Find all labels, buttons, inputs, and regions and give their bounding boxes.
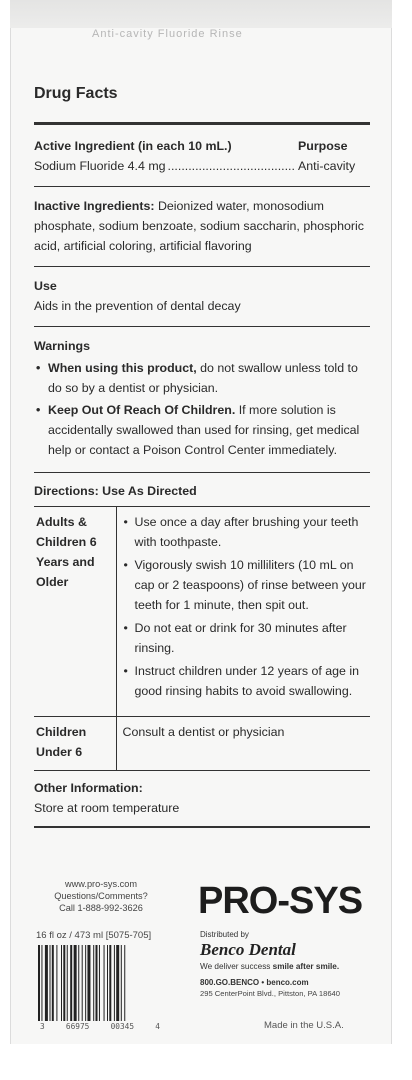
questions-text: Questions/Comments? bbox=[54, 891, 148, 901]
brand-logo: PRO-SYS bbox=[198, 880, 363, 922]
distributed-by-text: Distributed by bbox=[200, 930, 249, 939]
top-ghost-text: Anti-cavity Fluoride Rinse bbox=[92, 28, 243, 40]
use-text: Aids in the prevention of dental decay bbox=[34, 299, 241, 313]
inactive-ingredients-section bbox=[34, 187, 370, 267]
distributor-logo: Benco Dental bbox=[200, 940, 296, 959]
directions-table bbox=[34, 507, 370, 771]
directions-section bbox=[34, 473, 370, 771]
website-text: www.pro-sys.com bbox=[65, 879, 137, 889]
warning-item: • When using this product, do not swallow unless told to do so by a dentist or physician. bbox=[34, 358, 370, 398]
use-section bbox=[34, 267, 370, 327]
phone-text: Call 1-888-992-3626 bbox=[59, 903, 143, 913]
purpose-heading: Purpose bbox=[298, 139, 348, 153]
other-information-section bbox=[34, 771, 370, 828]
table-row bbox=[34, 507, 370, 717]
active-ingredient-section bbox=[34, 125, 370, 187]
distributor-tagline: We deliver success smile after smile. bbox=[200, 962, 340, 971]
other-information-heading: Other Information: bbox=[34, 781, 143, 795]
directions-steps bbox=[123, 512, 371, 701]
inactive-ingredients-text: Deionized water, monosodium phosphate, sodium benzoate, sodium saccharin, phosphoric acid, artificial coloring, artificial flavoring bbox=[34, 199, 364, 253]
made-in-text: Made in the U.S.A. bbox=[264, 1020, 344, 1031]
list-item: • Vigorously swish 10 milliliters (10 mL on cap or 2 teaspoons) of rinse between your teeth for 1 minute, then spit out. bbox=[123, 555, 371, 615]
table-row bbox=[34, 717, 370, 771]
barcode-image bbox=[36, 945, 156, 1021]
distributor-contact: 800.GO.BENCO • benco.com bbox=[200, 978, 309, 987]
leader-dots bbox=[168, 156, 296, 176]
use-heading: Use bbox=[34, 279, 57, 293]
warnings-heading: Warnings bbox=[34, 339, 90, 353]
distributor-address: 295 CenterPoint Blvd., Pittston, PA 18640 bbox=[200, 989, 341, 998]
list-item: • Use once a day after brushing your teeth with toothpaste. bbox=[123, 512, 371, 552]
package-size: 16 fl oz / 473 ml [5075-705] bbox=[36, 930, 152, 941]
inactive-ingredients-label: Inactive Ingredients: bbox=[34, 199, 155, 213]
warnings-section bbox=[34, 327, 370, 473]
drug-facts-panel bbox=[34, 70, 370, 828]
contact-block bbox=[36, 878, 166, 914]
drug-facts-title: Drug Facts bbox=[34, 70, 370, 125]
list-item: • Do not eat or drink for 30 minutes after rinsing. bbox=[123, 618, 371, 658]
active-ingredient-purpose: Anti-cavity bbox=[298, 159, 356, 173]
adults-label: Adults & Children 6 Years and Older bbox=[34, 507, 116, 717]
other-information-text: Store at room temperature bbox=[34, 801, 180, 815]
warning-item: • Keep Out Of Reach Of Children. If more solution is accidentally swallowed than used for rinsing, get medical help or contact a Poison Control Center immediately. bbox=[34, 400, 370, 460]
active-ingredient-heading: Active Ingredient (in each 10 mL.) bbox=[34, 139, 232, 153]
children-text: Consult a dentist or physician bbox=[116, 717, 370, 771]
children-label: Children Under 6 bbox=[34, 717, 116, 771]
active-ingredient-name: Sodium Fluoride 4.4 mg bbox=[34, 159, 166, 173]
list-item: • Instruct children under 12 years of age in good rinsing habits to avoid swallowing. bbox=[123, 661, 371, 701]
barcode-digits: 3 66975 00345 4 bbox=[40, 1022, 160, 1031]
directions-heading: Directions: Use As Directed bbox=[34, 473, 370, 507]
